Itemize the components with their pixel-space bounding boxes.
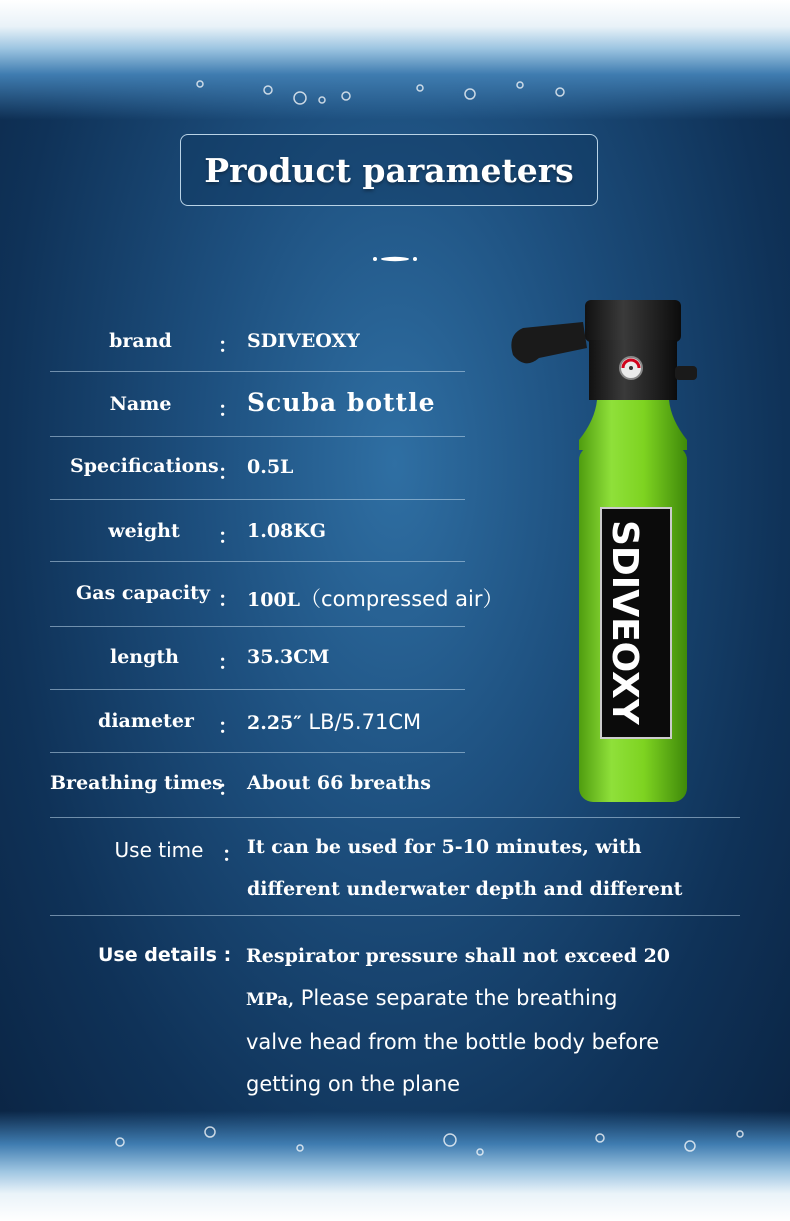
spec-label-gas-capacity: Gas capacity bbox=[76, 582, 210, 604]
spec-colon: ： bbox=[218, 776, 238, 800]
title-box bbox=[180, 134, 598, 206]
scuba-bottle-image bbox=[505, 300, 705, 810]
use-details-line: valve head from the bottle body before bbox=[246, 1030, 660, 1054]
bubbles-bottom-decoration bbox=[0, 1112, 790, 1172]
use-time-text bbox=[247, 826, 682, 910]
spec-value-gas-capacity-bold: 100L bbox=[247, 589, 301, 611]
spec-label-brand: brand bbox=[109, 330, 172, 352]
spec-value-length: 35.3CM bbox=[247, 646, 330, 668]
spec-value-brand: SDIVEOXY bbox=[247, 330, 360, 352]
row-divider bbox=[50, 371, 465, 372]
bottle-label-text: SDIVEOXY bbox=[604, 520, 645, 725]
row-divider bbox=[50, 915, 740, 916]
spec-colon: ： bbox=[218, 460, 238, 484]
row-divider bbox=[50, 689, 465, 690]
spec-value-gas-capacity bbox=[247, 583, 503, 613]
row-divider bbox=[50, 752, 465, 753]
page-title: Product parameters bbox=[204, 150, 574, 190]
use-time-colon: ： bbox=[222, 842, 242, 866]
use-details-label: Use details : bbox=[98, 944, 232, 966]
use-time-label: Use time bbox=[114, 838, 204, 862]
use-details-line: Respirator pressure shall not exceed 20 bbox=[246, 945, 671, 967]
row-divider bbox=[50, 817, 740, 818]
use-time-line: It can be used for 5-10 minutes, with bbox=[247, 836, 642, 858]
use-details-line bbox=[246, 977, 670, 1021]
spec-colon: ： bbox=[218, 397, 238, 421]
spec-value-diameter-plain: LB/5.71CM bbox=[308, 710, 422, 734]
row-divider bbox=[50, 436, 465, 437]
spec-colon: ： bbox=[218, 650, 238, 674]
spec-value-weight: 1.08KG bbox=[247, 520, 327, 542]
use-details-mpa: MPa, bbox=[246, 990, 295, 1010]
bubbles-top-decoration bbox=[0, 70, 790, 120]
spec-value-gas-capacity-plain: （compressed air） bbox=[300, 587, 504, 611]
spec-label-length: length bbox=[110, 646, 179, 668]
spec-value-name: Scuba bottle bbox=[247, 388, 436, 417]
spec-label-weight: weight bbox=[108, 520, 180, 542]
spec-label-diameter: diameter bbox=[98, 710, 194, 732]
spec-colon: ： bbox=[218, 524, 238, 548]
spec-value-diameter bbox=[247, 710, 421, 734]
spec-value-specifications: 0.5L bbox=[247, 456, 294, 478]
spec-colon: ： bbox=[218, 333, 238, 357]
use-details-line: getting on the plane bbox=[246, 1072, 461, 1096]
row-divider bbox=[50, 499, 465, 500]
spec-colon: ： bbox=[218, 714, 238, 738]
title-decoration-icon bbox=[372, 255, 418, 263]
spec-value-breathing-times: About 66 breaths bbox=[247, 772, 431, 794]
use-time-line: different underwater depth and different bbox=[247, 878, 683, 900]
row-divider bbox=[50, 626, 465, 627]
spec-value-diameter-bold: 2.25″ bbox=[247, 712, 302, 734]
use-details-line2-text: Please separate the breathing bbox=[300, 986, 618, 1010]
spec-colon: ： bbox=[218, 587, 238, 611]
row-divider bbox=[50, 561, 465, 562]
use-details-text bbox=[246, 935, 670, 1105]
spec-label-breathing-times: Breathing times bbox=[50, 772, 223, 794]
spec-label-specifications: Specifications bbox=[70, 455, 219, 477]
spec-label-name: Name bbox=[109, 393, 172, 415]
